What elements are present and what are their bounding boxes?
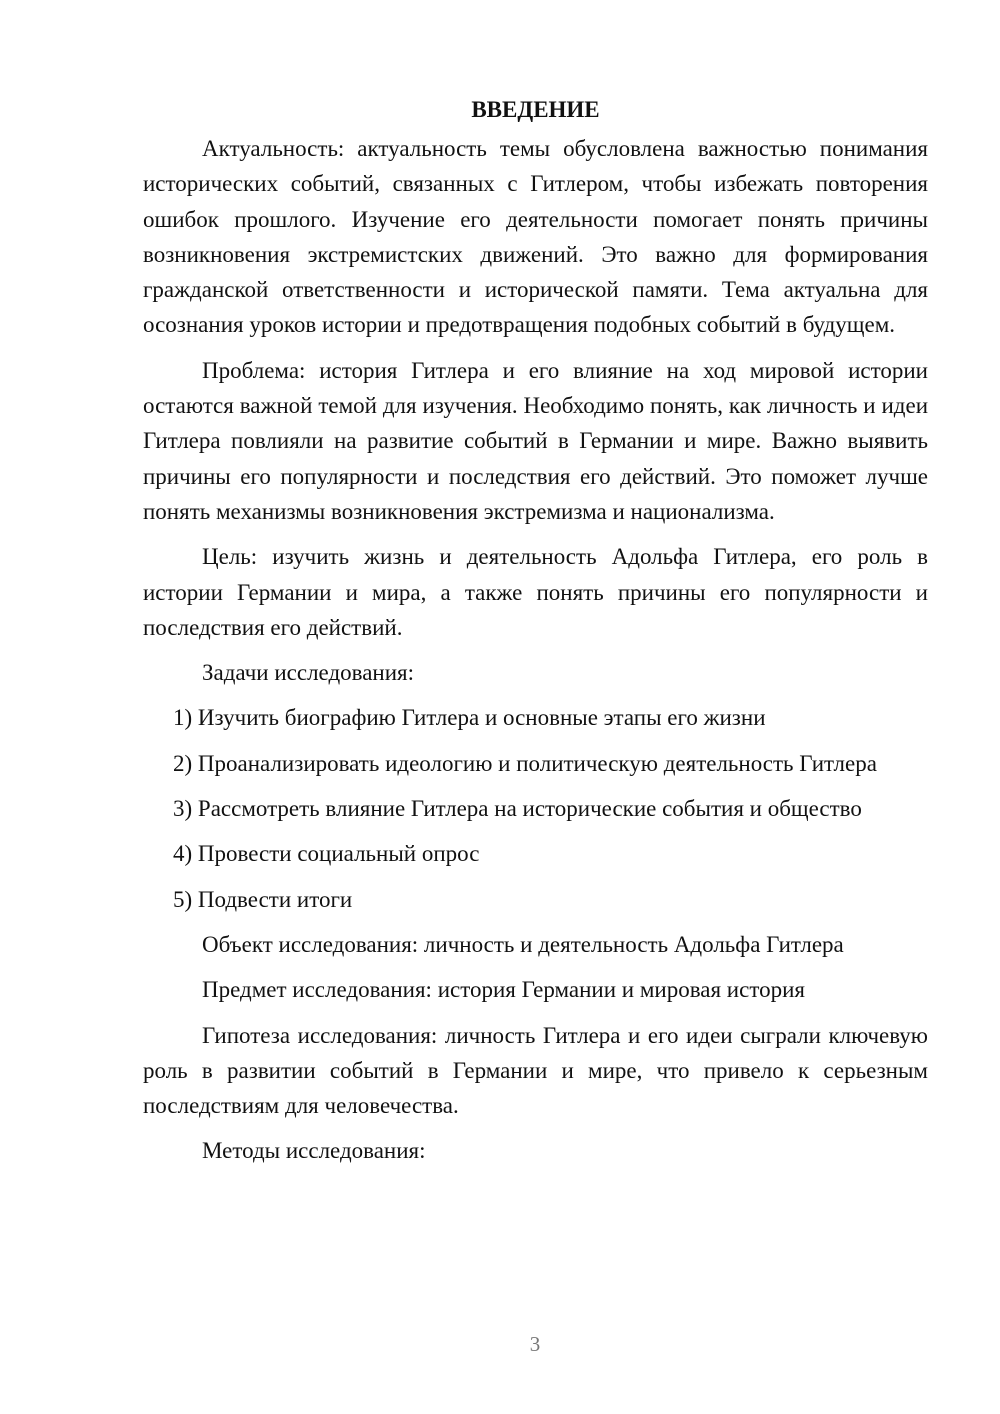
- task-item: 5) Подвести итоги: [173, 886, 353, 912]
- section-heading: ВВЕДЕНИЕ: [471, 97, 600, 122]
- page-content: [143, 92, 928, 1179]
- task-item: 3) Рассмотреть влияние Гитлера на исторические события и общество: [173, 796, 862, 822]
- task-item: 4) Провести социальный опрос: [173, 841, 480, 867]
- relevance-paragraph: Актуальность: актуальность темы обусловлена важностью понимания исторических событий, связанных с Гитлером, чтобы избежать повторения ошибок прошлого. Изучение его деятельности помогает понять причины возникновения экстремистских движений. Это важно для формирования гражданской ответственности и исторической памяти. Тема актуальна для осознания уроков истории и предотвращения подобных событий в будущем.: [143, 136, 928, 338]
- research-subject: Предмет исследования: история Германии и мировая история: [202, 977, 805, 1003]
- goal-paragraph: Цель: изучить жизнь и деятельность Адольфа Гитлера, его роль в истории Германии и мира, а также понять причины его популярности и последствия его действий.: [143, 544, 928, 640]
- research-object: Объект исследования: личность и деятельность Адольфа Гитлера: [202, 931, 844, 957]
- page-number: 3: [529, 1332, 541, 1356]
- problem-paragraph: Проблема: история Гитлера и его влияние на ход мировой истории остаются важной темой для изучения. Необходимо понять, как личность и идеи Гитлера повлияли на развитие событий в Германии и мире. Важно выявить причины его популярности и последствия его действий. Это поможет лучше понять механизмы возникновения экстремизма и национализма.: [143, 357, 928, 524]
- tasks-heading: Задачи исследования:: [202, 660, 415, 686]
- task-item: 2) Проанализировать идеологию и политическую деятельность Гитлера: [173, 750, 877, 776]
- task-item: 1) Изучить биографию Гитлера и основные этапы его жизни: [173, 705, 766, 731]
- methods-heading: Методы исследования:: [202, 1138, 426, 1164]
- research-hypothesis: Гипотеза исследования: личность Гитлера и его идеи сыграли ключевую роль в развитии событий в Германии и мире, что привело к серьезным последствиям для человечества.: [143, 1022, 928, 1119]
